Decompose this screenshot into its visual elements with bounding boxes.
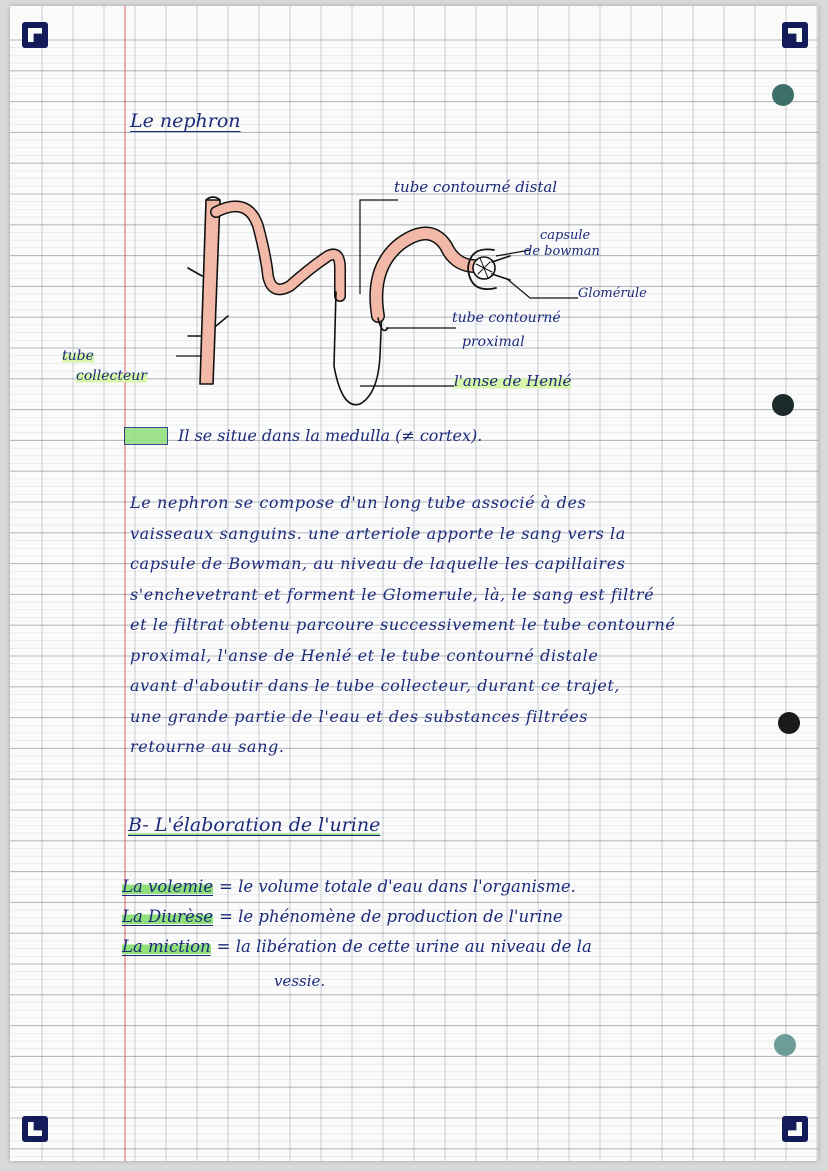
label-proximal-line1: tube contourné: [452, 310, 561, 326]
label-collecting-line2: collecteur: [76, 368, 147, 384]
definition-text: = la libération de cette urine au niveau de la: [216, 937, 592, 956]
punch-hole-3: [778, 712, 800, 734]
notebook-page: [10, 6, 818, 1161]
definition-text: = le phénomène de production de l'urine: [219, 907, 563, 926]
paragraph-line: Le nephron se compose d'un long tube associé à des: [130, 493, 587, 512]
definition-term: La miction: [122, 937, 211, 956]
nephron-paragraph: [130, 488, 675, 763]
label-distal-tubule: tube contourné distal: [394, 178, 558, 196]
paragraph-line: capsule de Bowman, au niveau de laquelle les capillaires: [130, 554, 626, 573]
punch-hole-4: [774, 1034, 796, 1056]
label-glomerulus: Glomérule: [578, 286, 647, 301]
paragraph-line: avant d'aboutir dans le tube collecteur, durant ce trajet,: [130, 676, 621, 695]
definition-row: [122, 932, 592, 962]
label-collecting-line1: tube: [62, 348, 94, 364]
label-capsule-line1: capsule: [540, 228, 591, 243]
checkbox-marker: [124, 427, 168, 445]
paragraph-line: s'enchevetrant et forment le Glomerule, là, le sang est filtré: [130, 584, 655, 604]
paragraph-line: et le filtrat obtenu parcoure successivement le tube contourné: [130, 615, 676, 634]
punch-hole-1: [772, 84, 794, 106]
definition-term: La volemie: [122, 877, 214, 896]
definition-term: La Diurèse: [122, 907, 214, 926]
paragraph-line: vaisseaux sanguins. une arteriole apporte le sang vers la: [130, 523, 626, 543]
corner-marker-top-left: [22, 22, 48, 48]
definition-text: = le volume totale d'eau dans l'organisme.: [219, 877, 576, 896]
definition-tail: vessie.: [274, 972, 326, 990]
distal-tubule: [216, 206, 340, 296]
corner-marker-top-right: [782, 22, 808, 48]
label-proximal-line2: proximal: [462, 334, 525, 350]
definition-list: [122, 872, 592, 962]
paragraph-line: proximal, l'anse de Henlé et le tube contourné distale: [130, 645, 599, 665]
corner-marker-bottom-left: [22, 1116, 48, 1142]
section-title: B- L'élaboration de l'urine: [128, 814, 381, 836]
paragraph-line: retourne au sang.: [130, 737, 285, 756]
label-capsule-line2: de bowman: [524, 244, 600, 259]
corner-marker-bottom-right: [782, 1116, 808, 1142]
definition-row: [122, 902, 592, 932]
label-loop-of-henle: l'anse de Henlé: [454, 372, 572, 390]
page-title: Le nephron: [130, 110, 241, 132]
location-note: Il se situe dans la medulla (≠ cortex).: [178, 426, 483, 445]
definition-row: [122, 872, 592, 902]
paragraph-line: une grande partie de l'eau et des substances filtrées: [130, 706, 589, 726]
collecting-duct: [200, 200, 220, 384]
